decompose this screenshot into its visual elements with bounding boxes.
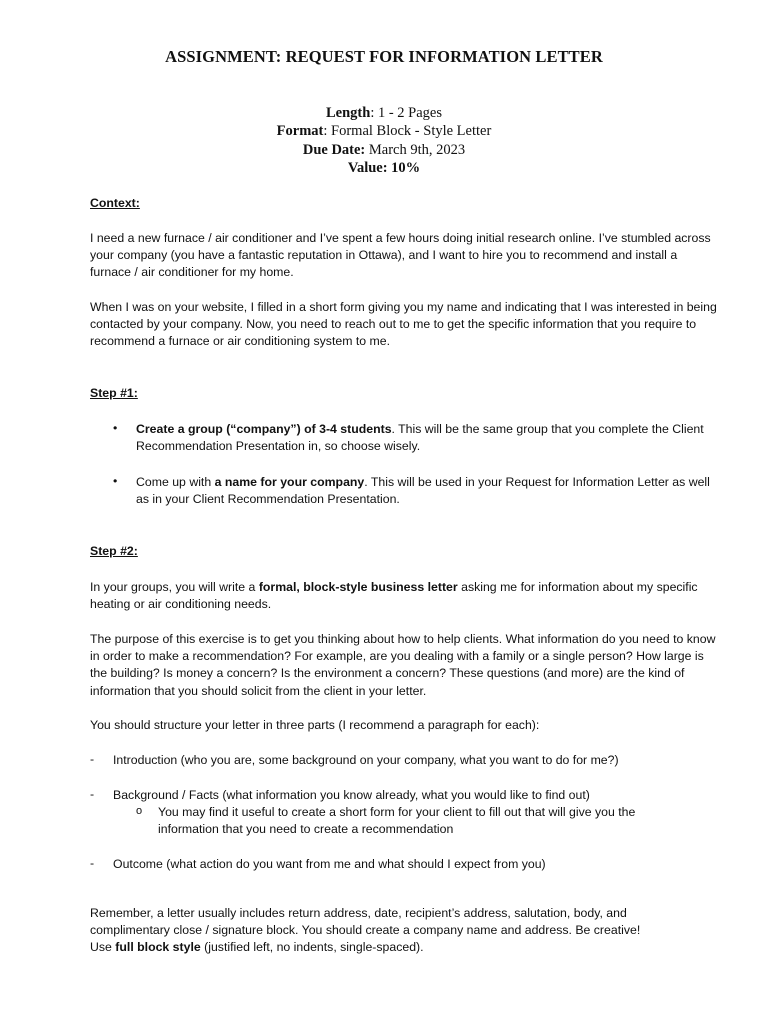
format-line bbox=[0, 122, 768, 140]
bullet-2-bold: a name for your company bbox=[214, 475, 365, 489]
step2-paragraph-4 bbox=[90, 905, 685, 957]
structure-item-introduction: Introduction (who you are, some background on your company, what you want to do for me?) bbox=[113, 753, 619, 767]
step1-heading: Step #1: bbox=[90, 386, 138, 400]
step2-p1-pre: In your groups, you will write a bbox=[90, 580, 259, 594]
step2-paragraph-3: You should structure your letter in three parts (I recommend a paragraph for each): bbox=[90, 718, 540, 732]
length-label: Length bbox=[325, 105, 371, 121]
format-label: Format bbox=[276, 123, 324, 140]
bullet-marker: • bbox=[113, 421, 118, 435]
step2-p4-pre: Use bbox=[90, 940, 116, 955]
bullet-1-text: . This will be the same group that you complete the Client Recommendation Presentation in, so choose wisely. bbox=[136, 422, 704, 454]
step2-paragraph-1 bbox=[90, 579, 720, 613]
step2-p1-rest: asking me for information about my specific heating or air conditioning needs. bbox=[90, 580, 698, 612]
context-paragraph-1: I need a new furnace / air conditioner and I’ve spent a few hours doing initial research online. I’ve stumbled across your company (you have a fantastic reputation in Ottawa), and I want to hire you to recommend and install a furnace / air conditioner for my home. bbox=[90, 231, 711, 280]
structure-subitem-form: You may find it useful to create a short form for your client to fill out that will give you the information that you need to create a recommendation bbox=[158, 805, 636, 837]
structure-item-background: Background / Facts (what information you know already, what you would like to find out) bbox=[113, 788, 590, 802]
step2-p4-rest: (justified left, no indents, single-spaced). bbox=[200, 940, 424, 955]
bullet-marker: • bbox=[113, 474, 118, 488]
bullet-2-pre: Come up with bbox=[136, 475, 215, 489]
step2-heading: Step #2: bbox=[90, 544, 138, 558]
format-value: : Formal Block - Style Letter bbox=[323, 123, 492, 140]
due-date-value: March 9th, 2023 bbox=[365, 141, 466, 158]
length-value: : 1 - 2 Pages bbox=[370, 105, 442, 121]
step1-bullet-2 bbox=[136, 474, 726, 509]
length-line bbox=[0, 104, 768, 122]
sub-bullet-marker: o bbox=[136, 805, 143, 817]
dash-marker: - bbox=[90, 752, 95, 766]
bullet-1-bold: Create a group (“company”) of 3-4 students bbox=[136, 422, 392, 436]
step1-bullet-1 bbox=[136, 421, 726, 456]
value-label: Value: 10% bbox=[347, 159, 421, 176]
step2-p4-line1: Remember, a letter usually includes return address, date, recipient’s address, salutation, body, and complimentary close / signature block. You should create a company name and address. Be creative! bbox=[90, 906, 641, 938]
page-title: ASSIGNMENT: REQUEST FOR INFORMATION LETTER bbox=[165, 47, 603, 66]
context-heading: Context: bbox=[90, 196, 140, 210]
dash-marker: - bbox=[90, 787, 95, 801]
value-line bbox=[0, 159, 768, 177]
step2-p4-bold: full block style bbox=[115, 940, 201, 955]
context-paragraph-2: When I was on your website, I filled in a short form giving you my name and indicating that I was interested in being contacted by your company. Now, you need to reach out to me to get the specific information that you require to recommend a furnace or air conditioning system to me. bbox=[90, 300, 717, 349]
structure-item-outcome: Outcome (what action do you want from me and what should I expect from you) bbox=[113, 857, 546, 871]
due-date-label: Due Date: bbox=[302, 141, 366, 158]
step2-paragraph-2: The purpose of this exercise is to get you thinking about how to help clients. What information do you need to know in order to make a recommendation? For example, are you dealing with a family or a single person? How large is the building? Is money a concern? Is the environment a concern? These questions (and more) are the kind of information that you should solicit from the client in your letter. bbox=[90, 632, 716, 698]
dash-marker: - bbox=[90, 856, 95, 870]
due-date-line bbox=[0, 141, 768, 159]
bullet-2-text: . This will be used in your Request for Information Letter as well as in your Client Recommendation Presentation. bbox=[136, 475, 710, 507]
step2-p1-bold: formal, block-style business letter bbox=[258, 580, 458, 594]
assignment-details bbox=[0, 104, 768, 177]
